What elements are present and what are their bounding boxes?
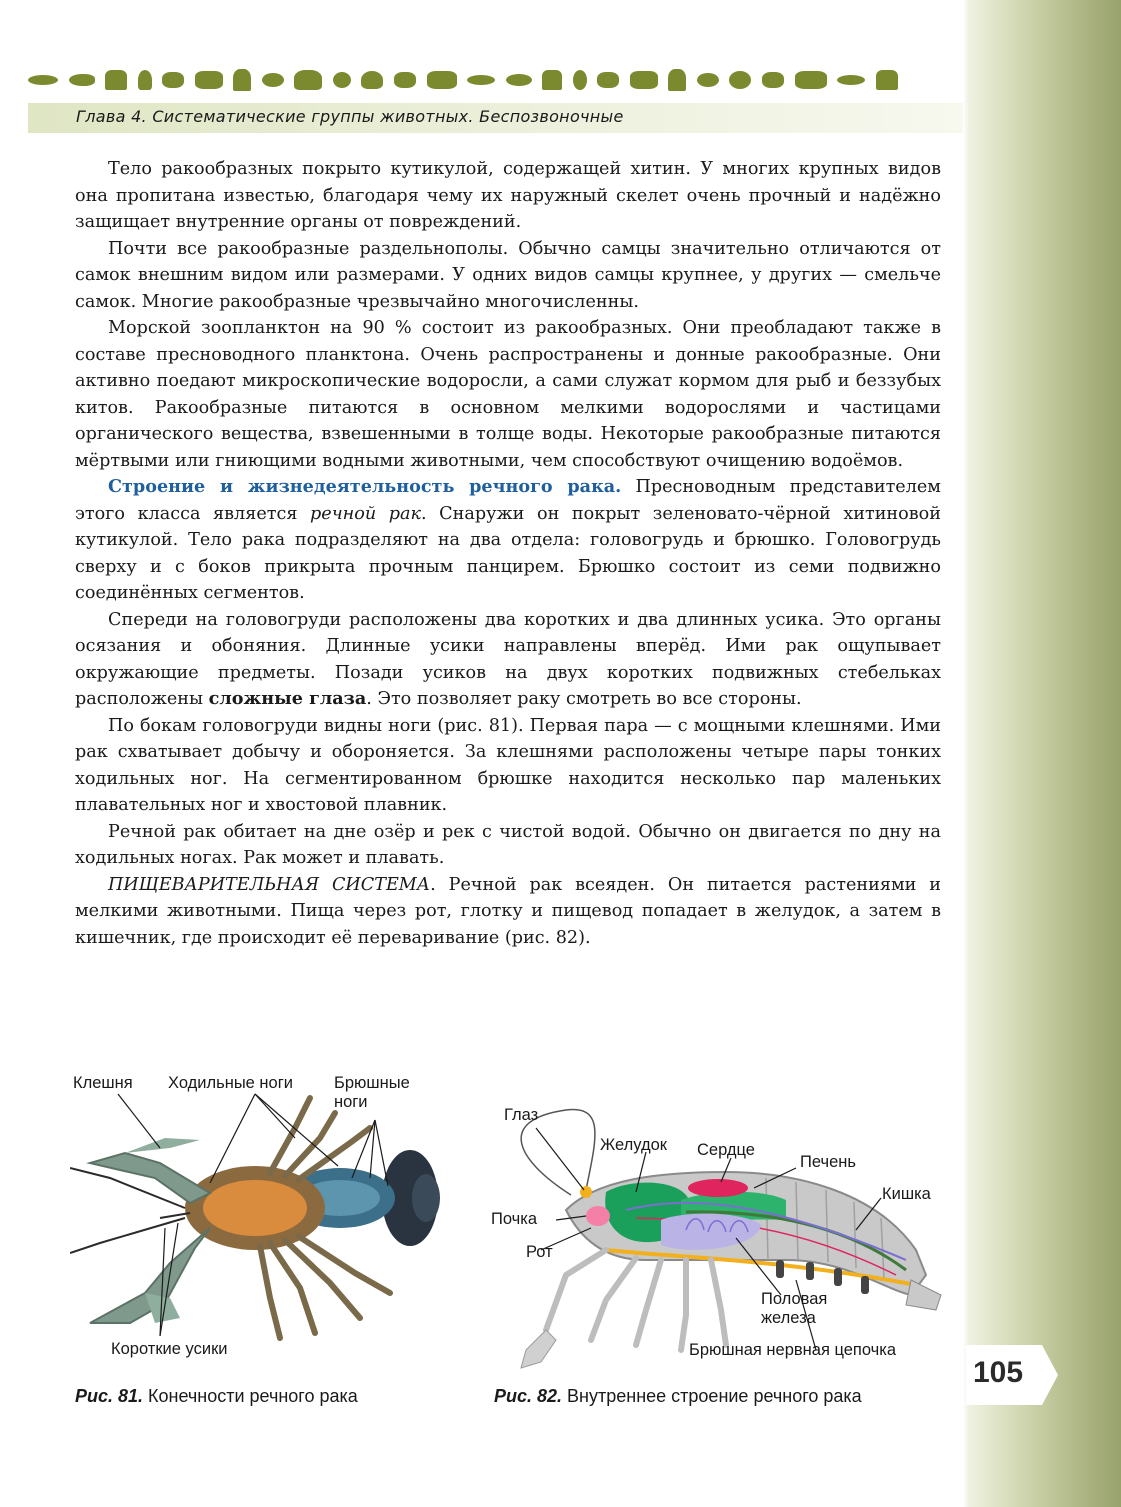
bird-silhouette-icon [467, 75, 495, 85]
caption-text: Конечности речного рака [143, 1386, 358, 1406]
paragraph: По бокам головогруди видны ноги (рис. 81). Первая пара — с мощными клешнями. Ими рак схватывает добычу и обороняется. За клешнями расположены четыре пары тонких ходильных ног. На сегментированном брюшке находится несколько пар маленьких плавательных ног и хвостовой плавник. [75, 715, 941, 815]
label-gonad-2: железа [761, 1309, 816, 1327]
label-mouth: Рот [526, 1243, 553, 1261]
fish-silhouette-icon [69, 74, 95, 86]
horse-silhouette-icon [195, 71, 223, 89]
deer-silhouette-icon [105, 70, 127, 90]
label-short-antennae: Короткие усики [111, 1340, 228, 1358]
paragraph [75, 607, 941, 713]
bold-term: сложные глаза [208, 688, 367, 709]
kangaroo-silhouette-icon [233, 69, 251, 91]
text-run: . Речной рак всеяден. Он питается растениями и мелкими животными. Пища через рот, глотку и пищевод попадает в желудок, а затем в кишечник, где происходит её переваривание (рис. 82). [75, 874, 941, 948]
butterfly-silhouette-icon [361, 71, 383, 89]
label-heart: Сердце [697, 1141, 755, 1159]
deer-silhouette-icon [876, 70, 898, 90]
label-intestine: Кишка [882, 1185, 931, 1203]
text-run: . Это позволяет раку смотреть во все стороны. [366, 689, 802, 709]
bird-silhouette-icon [333, 72, 351, 88]
kangaroo-silhouette-icon [668, 69, 686, 91]
paragraph: Тело ракообразных покрыто кутикулой, содержащей хитин. У многих крупных видов она пропитана известью, благодаря чему их наружный скелет очень прочный и надёжно защищает внутренние органы от повреждений. [75, 159, 941, 232]
label-claw: Клешня [73, 1074, 133, 1092]
bird-silhouette-icon [28, 75, 58, 85]
animal-silhouette-strip [28, 66, 898, 94]
text-run: Пресноводным представителем этого класса является [75, 477, 941, 524]
label-eye: Глаз [504, 1106, 539, 1124]
horse-silhouette-icon [795, 71, 827, 89]
label-liver: Печень [800, 1153, 856, 1171]
crayfish-photo [70, 1068, 460, 1368]
bird-silhouette-icon [138, 70, 152, 90]
paragraph: Почти все ракообразные раздельнополы. Обычно самцы значительно отличаются от самок внешним видом или размерами. У одних видов самцы крупнее, у других — смельче самок. Многие ракообразные чрезвычайно многочисленны. [75, 238, 941, 312]
section-heading: Строение и жизнедеятельность речного рака. [108, 476, 622, 497]
insect-silhouette-icon [597, 72, 619, 88]
bird-silhouette-icon [573, 70, 587, 90]
bird-silhouette-icon [697, 73, 719, 87]
chapter-title: Глава 4. Систематические группы животных. Беспозвоночные [76, 107, 624, 126]
label-abdominal-legs: Брюшные [334, 1074, 410, 1092]
label-stomach: Желудок [600, 1136, 668, 1154]
scorpion-silhouette-icon [394, 72, 416, 88]
label-walking-legs: Ходильные ноги [168, 1074, 293, 1092]
paragraph [75, 474, 941, 607]
horse-silhouette-icon [630, 71, 658, 89]
caption-number: Рис. 81. [75, 1386, 144, 1406]
emphasis-term: речной рак [310, 503, 421, 524]
paragraph: Речной рак обитает на дне озёр и рек с чистой водой. Обычно он двигается по дну на ходильных ногах. Рак может и плавать. [75, 821, 941, 868]
butterfly-silhouette-icon [729, 71, 751, 89]
body-text [75, 156, 941, 951]
label-kidney: Почка [491, 1210, 538, 1228]
label-nerve-cord: Брюшная нервная цепочка [689, 1341, 897, 1359]
bird-silhouette-icon [837, 75, 865, 85]
label-abdominal-legs-2: ноги [334, 1093, 368, 1111]
bird-silhouette-icon [262, 73, 284, 87]
horse-silhouette-icon [427, 71, 457, 89]
figure-82 [486, 1100, 946, 1370]
figure-81 [70, 1068, 460, 1368]
fish-silhouette-icon [506, 74, 532, 86]
system-heading: ПИЩЕВАРИТЕЛЬНАЯ СИСТЕМА [108, 874, 431, 895]
caption-number: Рис. 82. [494, 1386, 563, 1406]
paragraph: Морской зоопланктон на 90 % состоит из ракообразных. Они преобладают также в составе пресноводного планктона. Очень распространены и донные ракообразные. Они активно поедают микроскопические водоросли, а сами служат кормом для рыб и беззубых китов. Ракообразные питаются в основном мелкими водорослями и частицами органического вещества, взвешенными в толще воды. Некоторые ракообразные питаются мёртвыми или гниющими водными животными, чем способствуют очищению водоёмов. [75, 318, 941, 471]
label-gonad: Половая [761, 1290, 828, 1308]
deer-silhouette-icon [542, 70, 562, 90]
scorpion-silhouette-icon [762, 72, 784, 88]
bison-silhouette-icon [294, 70, 322, 90]
figure-82-caption [494, 1386, 862, 1407]
caption-text: Внутреннее строение речного рака [562, 1386, 862, 1406]
paragraph [75, 872, 941, 952]
insect-silhouette-icon [162, 72, 184, 88]
page-number: 105 [973, 1356, 1024, 1389]
text-run: Спереди на головогруди расположены два коротких и два длинных усика. Это органы осязания и обоняния. Длинные усики направлены вперёд. Ими рак ощупывает окружающие предметы. Позади усиков на двух коротких подвижных стебельках расположены [75, 609, 941, 709]
side-color-band [963, 0, 1121, 1507]
text-run: . Снаружи он покрыт зеленовато-чёрной хитиновой кутикулой. Тело рака подразделяют на два отдела: головогрудь и брюшко. Головогрудь сверху и с боков прикрыта прочным панцирем. Брюшко состоит из семи подвижно соединённых сегментов. [75, 503, 941, 603]
figure-81-caption [75, 1386, 358, 1407]
